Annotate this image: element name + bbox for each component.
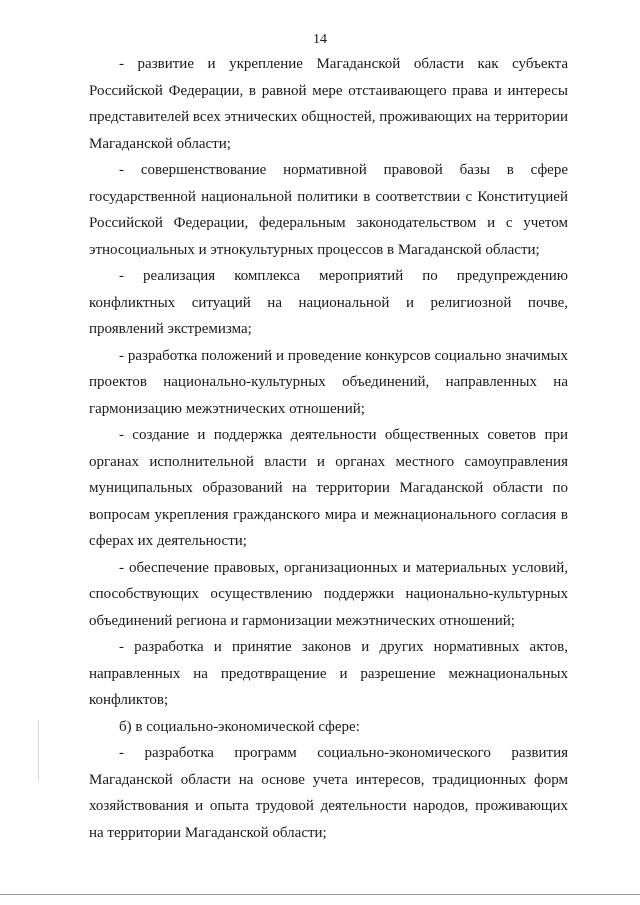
bottom-rule (0, 894, 640, 895)
page-number: 14 (313, 32, 327, 47)
list-item-development-programs: - разработка программ социально-экономического развития Магаданской области на основе учета интересов, традиционных форм хозяйствования и опыта трудовой деятельности народов, проживающих на территории Магаданской области; (89, 745, 568, 841)
scan-edge-mark (38, 720, 39, 780)
list-item-public-councils: - создание и поддержка деятельности общественных советов при органах исполнительной власти и органах местного самоуправления муниципальных образований на территории Магаданской области по вопросам укрепления гражданского мира и межнационального согласия в сферах их деятельности; (89, 427, 568, 549)
list-item-conflict-prevention: - реализация комплекса мероприятий по предупреждению конфликтных ситуаций на национальной и религиозной почве, проявлений экстремизма; (89, 268, 568, 337)
list-item-legal-base: - совершенствование нормативной правовой базы в сфере государственной национальной политики в соответствии с Конституцией Российской Федерации, федеральным законодательством и с учетом этносоциальных и этнокультурных процессов в Магаданской области; (89, 162, 568, 258)
list-item-development: - развитие и укрепление Магаданской области как субъекта Российской Федерации, в равной мере отстаивающего права и интересы представителей всех этнических общностей, проживающих на территории Магаданской области; (89, 56, 568, 152)
document-body (89, 51, 568, 846)
list-item-support-conditions: - обеспечение правовых, организационных и материальных условий, способствующих осуществлению поддержки национально-культурных объединений региона и гармонизации межэтнических отношений; (89, 559, 568, 629)
section-heading-socio-economic: б) в социально-экономической сфере: (119, 718, 360, 735)
list-item-legislation: - разработка и принятие законов и других нормативных актов, направленных на предотвращение и разрешение межнациональных конфликтов; (89, 639, 568, 708)
list-item-project-contests: - разработка положений и проведение конкурсов социально значимых проектов национально-культурных объединений, направленных на гармонизацию межэтнических отношений; (89, 347, 568, 417)
